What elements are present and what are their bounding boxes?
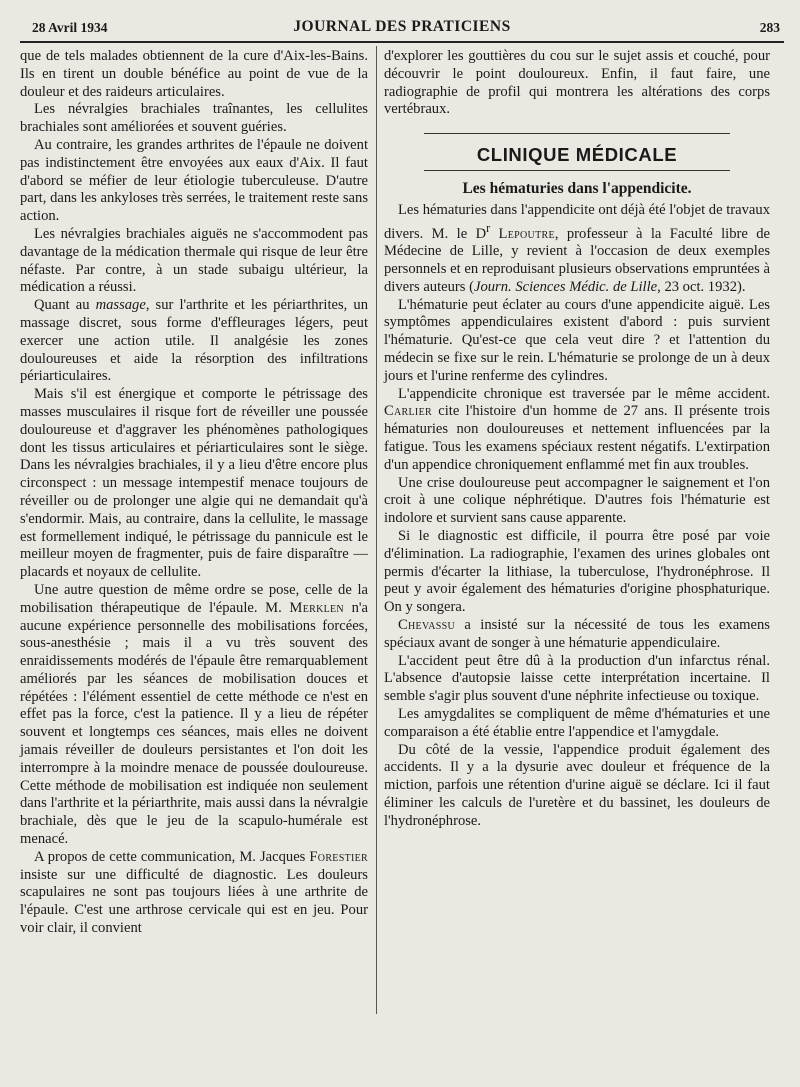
paragraph: Les névralgies brachiales aiguës ne s'accommodent pas davantage de la médication thermale qui risque de leur être néfaste. Par contre, à un stade subaigu ultérieur, la médication a réussi. — [20, 225, 368, 296]
author-name: Forestier — [309, 848, 368, 865]
text-run: a insisté sur la nécessité de tous les examens spéciaux avant de songer à une hématurie appendiculaire. — [384, 616, 770, 651]
article-title: Les hématuries dans l'appendicite. — [462, 179, 692, 197]
issue-date: 28 Avril 1934 — [32, 20, 108, 35]
section-rule — [424, 170, 730, 171]
text-run: Quant au — [34, 297, 96, 314]
page-header — [20, 14, 784, 40]
paragraph: Mais s'il est énergique et comporte le pétrissage des masses musculaires il risque fort de réveiller une poussée douloureuse et d'aggraver les phénomènes pathologiques dont les tissus articulaires et périarticulaires sont le siège. Dans les névralgies brachiales, il y a lieu d'être encore plus circonspect : un message intempestif menace toujours de réveiller ou de prolonger une algie qui ne demandait qu'à s'endormir. Mais, au contraire, dans la cellulite, le massage est formellement indiqué, le pétrissage du pannicule est le meilleur moyen de fragmenter, puis de faire disparaître — placards et noyaux de cellulite. — [20, 386, 368, 581]
left-column — [20, 48, 368, 938]
paragraph-intro — [384, 202, 770, 297]
text-run: , 23 oct. 1932). — [657, 278, 746, 295]
paragraph: Du côté de la vessie, l'appendice produit également des accidents. Il y a la dysurie avec douleur et fréquence de la miction, parfois une rétention d'urine aiguë se déclare. Ici il faut éliminer les calculs de l'uretère et du bassinet, les douleurs de l'hydronéphrose. — [384, 741, 770, 829]
section-rule — [424, 133, 730, 134]
author-name: Carlier — [384, 403, 432, 420]
paragraph-carlier — [384, 386, 770, 475]
paragraph: Si le diagnostic est difficile, il pourra être posé par voie d'élimination. La radiographie, l'examen des urines globales ont permis d'écarter la lithiase, la tuberculose, l'hydronéphrose. Il peut y avoir également des hématuries d'origine phosphaturique. On y songera. — [384, 527, 770, 616]
paragraph-massage — [20, 297, 368, 386]
text-run: insiste sur une difficulté de diagnostic. Les douleurs scapulaires ne sont pas toujours liées à une arthrite de l'épaule. C'est une arthrose cervicale qui est en jeu. Pour voir clair, il convient — [20, 866, 368, 937]
author-name: Chevassu — [398, 616, 455, 633]
text-run: Les hématuries dans l'appendicite ont déjà été l'objet de travaux divers. M. le D — [384, 201, 770, 242]
section-title: CLINIQUE MÉDICALE — [476, 144, 678, 166]
right-column — [384, 48, 770, 831]
text-run: cite l'histoire d'un homme de 27 ans. Il présente trois hématuries non douloureuses et nettement influencées par la fatigue. Tous les examens spéciaux restent négatifs. L'extirpation d'un appendice chroniquement enflammé met fin aux troubles. — [384, 403, 770, 473]
paragraph: d'explorer les gouttières du cou sur le sujet assis et couché, pour découvrir le point douloureux. Enfin, il faut faire, une radiographie de profil qui montrera les altérations des corps vertébraux. — [384, 48, 770, 118]
journal-title: JOURNAL DES PRATICIENS — [293, 18, 511, 35]
paragraph: L'hématurie peut éclater au cours d'une appendicite aiguë. Les symptômes appendiculaires existent d'abord : puis survient l'hématurie. Qu'est-ce que cela veut dire ? et l'attention du médecin se fixe sur le rein. L'hématurie se prolonge de un à deux jours et l'urine renferme des cylindres. — [384, 296, 770, 384]
paragraph-chevassu — [384, 617, 770, 653]
paragraph: Les névralgies brachiales traînantes, les cellulites brachiales sont améliorées et souvent guéries. — [20, 101, 368, 136]
term-massage: massage — [95, 297, 146, 314]
superscript: r — [486, 220, 491, 235]
paragraph: L'accident peut être dû à la production d'un infarctus rénal. L'absence d'autopsie laisse cette interprétation incertaine. Il semble s'agir plus souvent d'une néphrite infectieuse ou toxique. — [384, 652, 770, 705]
text-run: Une autre question de même ordre se pose, celle de la mobilisation thérapeutique de l'épaule. M. — [20, 581, 368, 616]
page-number: 283 — [759, 20, 780, 35]
paragraph-forestier — [20, 849, 368, 938]
text-run: L'appendicite chronique est traversée par le même accident. — [398, 385, 770, 402]
column-divider — [376, 46, 377, 1014]
text-run: , professeur à la Faculté libre de Médecine de Lille, y revient à l'occasion de deux exemples personnels et en reproduisant plusieurs observations empruntées à divers auteurs ( — [384, 225, 770, 295]
paragraph: Les amygdalites se compliquent de même d'hématuries et une comparaison a été établie entre l'appendice et l'amygdale. — [384, 705, 770, 740]
text-run: n'a aucune expérience personnelle des mobilisations forcées, sous-anesthésie ; mais il a vu très souvent des enraidissements modérés de l'épaule être remarquablement améliorés par les séances de mobilisation douces et répétées : l'élément essentiel de cette méthode ce n'est en effet pas la force, c'est la patience. Il y a lieu de répéter souvent et longtemps ces séances, mais elles ne doivent jamais réveiller de douleurs persistantes et l'on doit les interrompre à la moindre menace de poussée douloureuse. Cette méthode de mobilisation est indiquée non seulement dans l'arthrite et la périarthrite, mais aussi dans la névralgie brachiale, dès que le jeu de la scapulo-humérale est menacé. — [20, 599, 368, 848]
text-run: , sur l'arthrite et les périarthrites, un massage discret, sous forme d'effleurages légers, peut exercer une action utile. Il analgésie les zones douloureuses et aide la résorption des infiltrations périarticulaires. — [20, 297, 368, 385]
paragraph: Au contraire, les grandes arthrites de l'épaule ne doivent pas indistinctement être envoyées aux eaux d'Aix. Il faut d'abord se méfier de leur étiologie tuberculeuse. D'autre part, dans les ankyloses très serrées, le traitement reste sans action. — [20, 136, 368, 225]
journal-reference: Journ. Sciences Médic. de Lille — [473, 278, 658, 295]
author-name: Lepoutre — [498, 225, 555, 242]
paragraph-merklen — [20, 582, 368, 849]
text-run: A propos de cette communication, M. Jacques — [34, 848, 310, 865]
header-rule — [20, 41, 784, 43]
author-name: Merklen — [289, 599, 344, 616]
paragraph: que de tels malades obtiennent de la cure d'Aix-les-Bains. Ils en tirent un double bénéfice au point de vue de la douleur et des raideurs articulaires. — [20, 48, 368, 100]
paragraph: Une crise douloureuse peut accompagner le saignement et l'on croit à une colique néphrétique. D'autres fois l'hématurie est indolore et survient sans cause apparente. — [384, 474, 770, 527]
